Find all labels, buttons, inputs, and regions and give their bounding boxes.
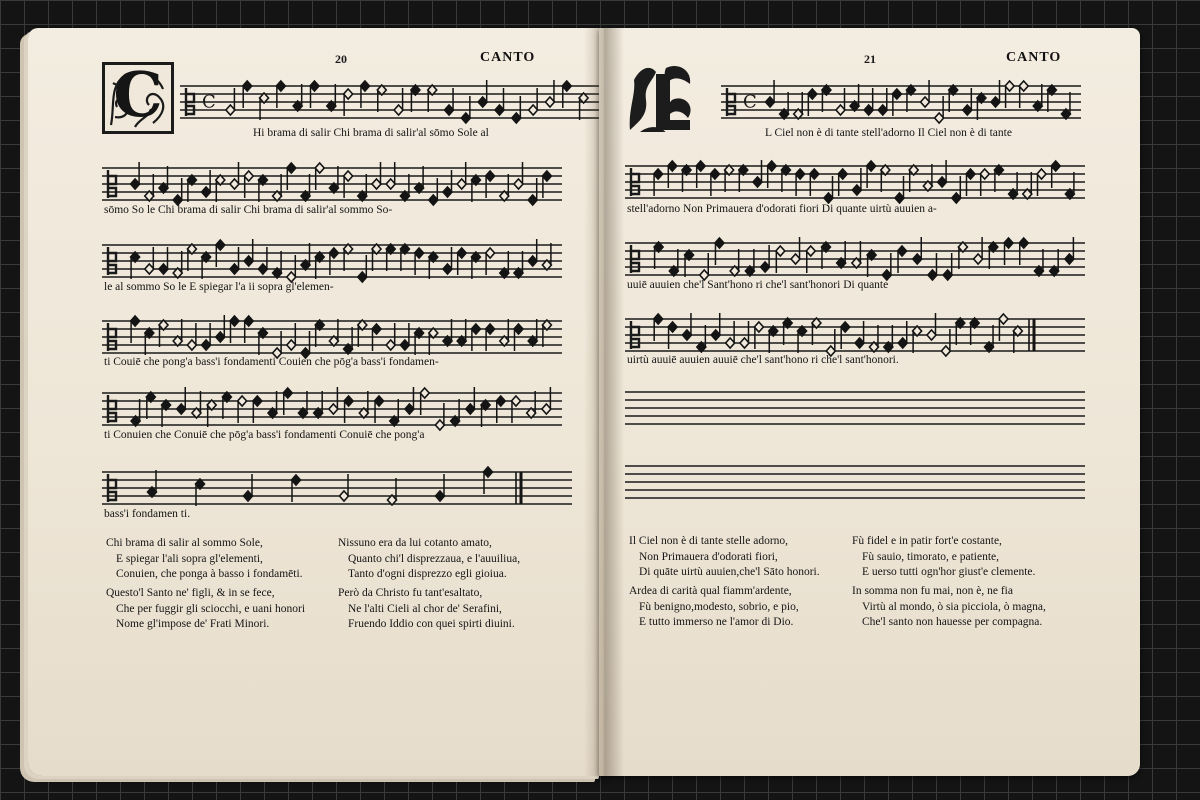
left-initial-letter: C: [113, 62, 163, 131]
left-verse-4: [338, 586, 515, 633]
book-gutter: [584, 28, 624, 776]
verse-line: Che'l santo non hauesse per compagna.: [862, 616, 1043, 628]
left-verse-2: [338, 536, 520, 583]
verse-line: In somma non fu mai, non è, ne fia: [852, 585, 1013, 597]
verse-line: E uerso tutti ogn'hor giust'e clemente.: [862, 566, 1036, 578]
verse-line: Virtù al mondo, ò sia picciola, ò magna,: [862, 600, 1046, 613]
right-verse-1: [629, 534, 820, 581]
right-page: [599, 28, 1140, 776]
right-music-staff-2: [625, 154, 1085, 210]
left-music-staff-1: [180, 74, 600, 130]
right-lyric-line-4: uirtù auuiē auuien auuiē che'l sant'hono ri che'l sant'honori.: [627, 354, 899, 366]
right-empty-staff-2: [625, 454, 1085, 510]
left-verse-3: [106, 586, 305, 633]
left-page: [28, 28, 603, 776]
verse-line: Che per fuggir gli sciocchi, e uani honori: [116, 602, 306, 615]
verse-line: E tutto immerso ne l'amor di Dio.: [639, 616, 794, 628]
right-verse-4: [852, 584, 1046, 631]
left-verse-1: [106, 536, 303, 583]
verse-line: Fù sauio, timorato, e patiente,: [862, 550, 1000, 563]
right-verse-2: [852, 534, 1035, 581]
verse-line: Tanto d'ogni disprezzo egli gioiua.: [348, 568, 507, 580]
open-songbook: [28, 28, 1140, 776]
svg-text:C: C: [202, 91, 216, 113]
verse-line: Ne l'alti Cieli al chor de' Serafini,: [348, 602, 502, 615]
left-decorated-initial: [102, 62, 174, 134]
staff-notation: [625, 154, 1085, 210]
right-music-staff-1: [721, 74, 1081, 130]
left-lyric-line-3: le al sommo So le E spiegar l'a ii sopra gl'elemen-: [104, 281, 334, 293]
right-lyric-line-2: stell'adorno Non Primauera d'odorati fiori Di quante uirtù auuien a-: [627, 203, 937, 215]
right-empty-staff-1: [625, 380, 1085, 436]
verse-line: Non Primauera d'odorati fiori,: [639, 550, 778, 563]
right-decorated-initial: [626, 60, 698, 132]
verse-line: Il Ciel non è di tante stelle adorno,: [629, 535, 789, 547]
verse-line: Fù fidel e in patir fort'e costante,: [852, 535, 1002, 547]
verse-line: Nome gl'impose de' Frati Minori.: [116, 618, 270, 630]
staff-notation: [625, 454, 1085, 510]
left-lyric-line-5: ti Conuien che Conuiē che pōg'a bass'i fondamenti Conuiē che pong'a: [104, 429, 425, 441]
verse-line: Quanto chi'l disprezzaua, e l'auuiliua,: [348, 552, 521, 565]
verse-line: Di quāte uirtù auuien,che'l Sāto honori.: [639, 566, 820, 578]
verse-line: Questo'l Santo ne' figli, & in se fece,: [106, 587, 275, 599]
left-lyric-line-4: ti Couiē che pong'a bass'i fondamenti Couien che pōg'a bass'i fondamen-: [104, 356, 439, 368]
verse-line: Però da Christo fu tant'esaltato,: [338, 587, 483, 599]
right-lyric-line-3: uuiē auuien che'l Sant'hono ri che'l sant'honori Di quante: [627, 279, 889, 291]
verse-line: Fruendo Iddio con quei spirti diuini.: [348, 618, 515, 630]
left-lyric-line-6: bass'i fondamen ti.: [104, 508, 191, 520]
staff-notation: [625, 380, 1085, 436]
left-lyric-line-1: Hi brama di salir Chi brama di salir'al sōmo Sole al: [253, 127, 489, 139]
verse-line: E spiegar l'ali sopra gl'elementi,: [116, 552, 263, 565]
svg-text:C: C: [743, 91, 757, 113]
right-part-heading: CANTO: [1006, 50, 1062, 65]
staff-notation: [180, 74, 600, 130]
right-folio: 21: [864, 52, 876, 66]
left-part-heading: CANTO: [480, 50, 536, 65]
verse-line: Conuien, che ponga à basso i fondamēti.: [116, 568, 303, 580]
right-lyric-line-1: L Ciel non è di tante stell'adorno Il Ciel non è di tante: [765, 127, 1012, 139]
verse-line: Fù benigno,modesto, sobrio, e pio,: [639, 600, 799, 613]
verse-line: Nissuno era da lui cotanto amato,: [338, 537, 492, 549]
left-lyric-line-2: sōmo So le Chi brama di salir Chi brama di salir'al sommo So-: [104, 204, 393, 216]
staff-notation: [721, 74, 1081, 130]
verse-line: Ardea di carità qual fiamm'ardente,: [629, 585, 792, 597]
verse-line: Chi brama di salir al sommo Sole,: [106, 537, 263, 549]
right-verse-3: [629, 584, 799, 631]
left-folio: 20: [335, 52, 347, 66]
